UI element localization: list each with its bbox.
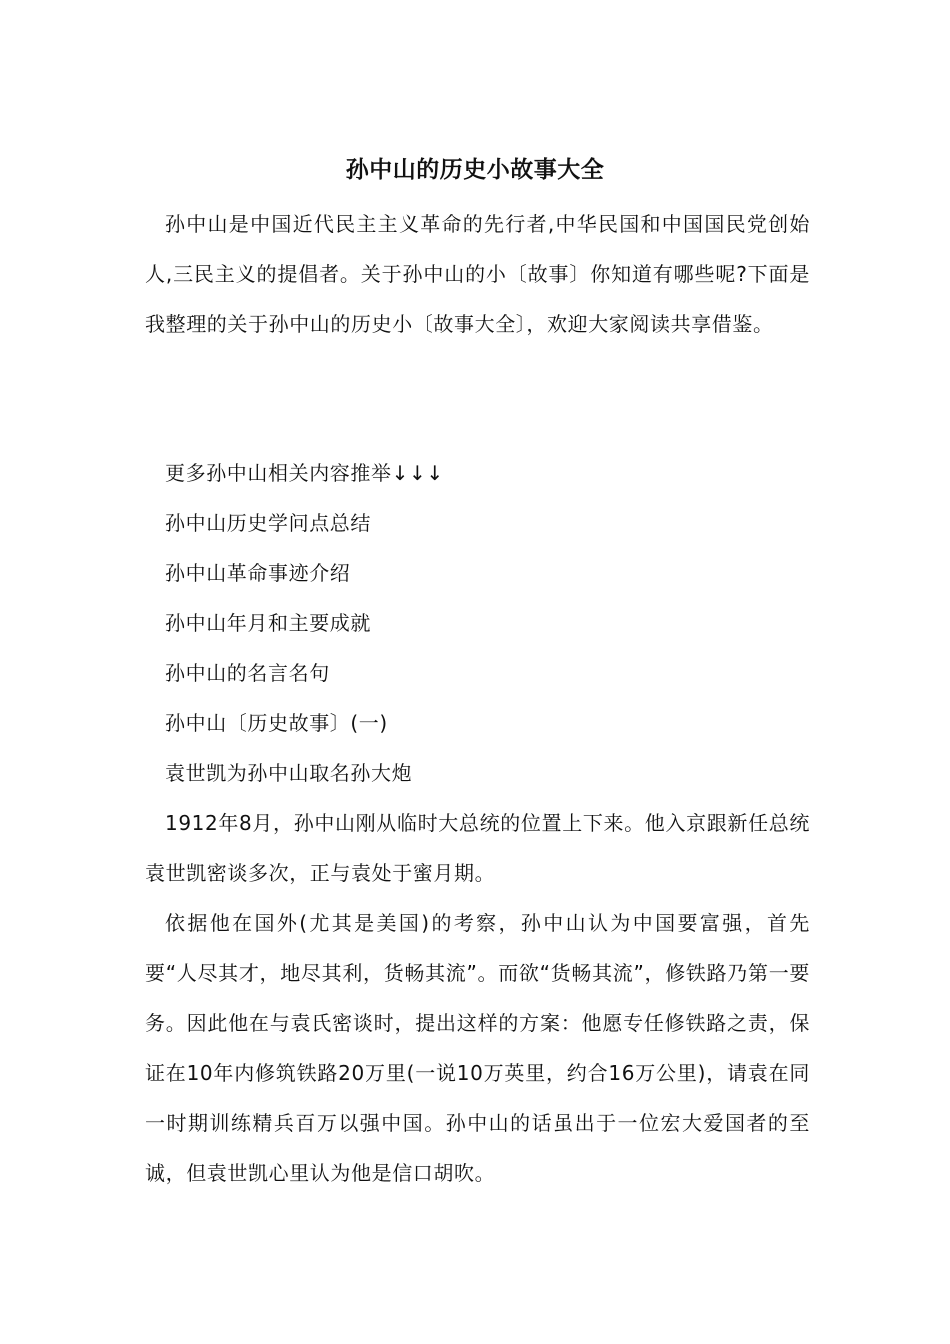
related-links-list [165,498,412,798]
story-paragraph: 1912年8月，孙中山刚从临时大总统的位置上下来。他入京跟新任总统袁世凯密谈多次，正与袁处于蜜月期。 [145,811,810,885]
related-link-chronology[interactable]: 孙中山年月和主要成就 [165,611,371,635]
section-title: 孙中山〔历史故事〕(一) [165,711,388,735]
related-link-quotes[interactable]: 孙中山的名言名句 [165,661,330,685]
story-title: 袁世凯为孙中山取名孙大炮 [165,761,413,785]
story-paragraph: 依据他在国外(尤其是美国)的考察，孙中山认为中国要富强，首先要“人尽其才，地尽其利，货畅其流”。而欲“货畅其流”，修铁路乃第一要务。因此他在与袁氏密谈时，提出这样的方案：他愿专任修铁路之责，保证在10年内修筑铁路20万里(一说10万英里，约合16万公里)，请袁在同一时期训练精兵百万以强中国。孙中山的话虽出于一位宏大爱国者的至诚，但袁世凯心里认为他是信口胡吹。 [145,911,810,1185]
recommend-heading: 更多孙中山相关内容推举↓↓↓ [165,461,444,485]
document-title: 孙中山的历史小故事大全 [345,157,605,183]
related-link-knowledge-summary[interactable]: 孙中山历史学问点总结 [165,511,371,535]
intro-paragraph: 孙中山是中国近代民主主义革命的先行者,中华民国和中国国民党创始人,三民主义的提倡者。关于孙中山的小〔故事〕你知道有哪些呢?下面是我整理的关于孙中山的历史小〔故事大全〕，欢迎大家阅读共享借鉴。 [145,212,810,336]
related-link-revolution-deeds[interactable]: 孙中山革命事迹介绍 [165,561,351,585]
